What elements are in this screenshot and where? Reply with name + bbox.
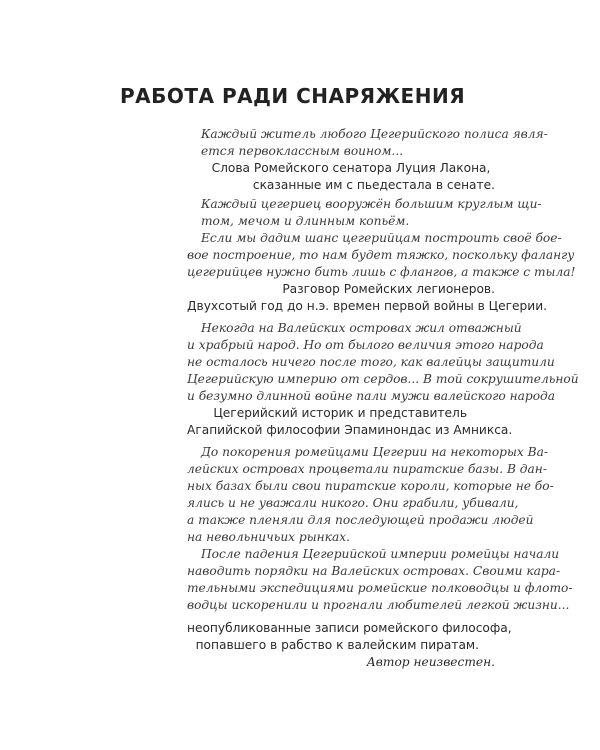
quote-line: Если мы дадим шанс цегерийцам построить своё бое- <box>201 231 562 245</box>
quote-line: цегерийцев нужно бить лишь с флангов, а также с тыла! <box>187 265 576 279</box>
epigraph-3-attribution <box>187 405 513 439</box>
attribution-line: попавшего в рабство к валейским пиратам. <box>195 638 479 652</box>
attribution-line: Разговор Ромейских легионеров. <box>282 282 495 296</box>
quote-line: Цегерийскую империю от сердов... В той сокрушительной <box>187 372 579 386</box>
epigraph-1-attribution <box>187 160 495 194</box>
quote-line: том, мечом и длинным копьём. <box>201 214 410 228</box>
epigraph-4-quote-1 <box>187 444 554 546</box>
epigraph-3 <box>187 320 579 439</box>
quote-line: наводить порядки на Валейских островах. Своими кара- <box>187 564 561 578</box>
quote-line: на невольничьих рынках. <box>187 530 350 544</box>
chapter-title: РАБОТА РАДИ СНАРЯЖЕНИЯ <box>120 84 466 108</box>
attribution-line: Агапийской философии Эпаминондас из Амникса. <box>187 423 513 437</box>
epigraph-4 <box>187 444 573 671</box>
author-note: Автор неизвестен. <box>366 655 495 669</box>
quote-line: ных базах были свои пиратские короли, которые не бо- <box>187 479 554 493</box>
epigraph-3-quote <box>187 320 579 405</box>
attribution-line: неопубликованные записи ромейского философа, <box>187 621 512 635</box>
epigraph-2-attribution <box>187 281 547 315</box>
quote-line: Каждый цегериец вооружён большим круглым щи- <box>201 197 542 211</box>
quote-line: вое построение, то нам будет тяжко, поскольку фалангу <box>187 248 575 262</box>
quote-line: Каждый житель любого Цегерийского полиса явля- <box>201 127 548 141</box>
quote-line: не осталось ничего после того, как валейцы защитили <box>187 355 555 369</box>
quote-line: лейских островах процветали пиратские базы. В дан- <box>187 462 547 476</box>
quote-line: и безумно длинной войне пали мужи валейского народа <box>187 389 556 403</box>
epigraph-2-quote-1 <box>187 196 542 230</box>
quote-line: ялись и не уважали никого. Они грабили, убивали, <box>187 496 519 510</box>
epigraph-4-quote-2 <box>187 546 573 614</box>
quote-line: ется первоклассным воином... <box>201 144 404 158</box>
epigraph-2 <box>187 196 576 315</box>
epigraph-1-quote <box>187 126 548 160</box>
quote-line: После падения Цегерийской империи ромейцы начали <box>201 547 560 561</box>
quote-line: Некогда на Валейских островах жил отважный <box>201 321 522 335</box>
attribution-line: Слова Ромейского сенатора Луция Лакона, <box>211 161 491 175</box>
quote-line: и храбрый народ. Но от былого величия этого народа <box>187 338 544 352</box>
epigraph-1 <box>187 126 548 194</box>
quote-line: До покорения ромейцами Цегерии на некоторых Ва- <box>201 445 548 459</box>
epigraph-2-quote-2 <box>187 230 576 281</box>
epigraph-4-attribution <box>187 614 512 671</box>
attribution-line: сказанные им с пьедестала в сенате. <box>252 178 495 192</box>
attribution-line: Цегерийский историк и представитель <box>213 406 467 420</box>
quote-line: тельными экспедициями ромейские полководцы и флото- <box>187 581 573 595</box>
attribution-line: Двухсотый год до н.э. времен первой войны в Цегерии. <box>187 299 547 313</box>
quote-line: а также пленяли для последующей продажи людей <box>187 513 534 527</box>
quote-line: водцы искоренили и прогнали любителей легкой жизни... <box>187 598 570 612</box>
